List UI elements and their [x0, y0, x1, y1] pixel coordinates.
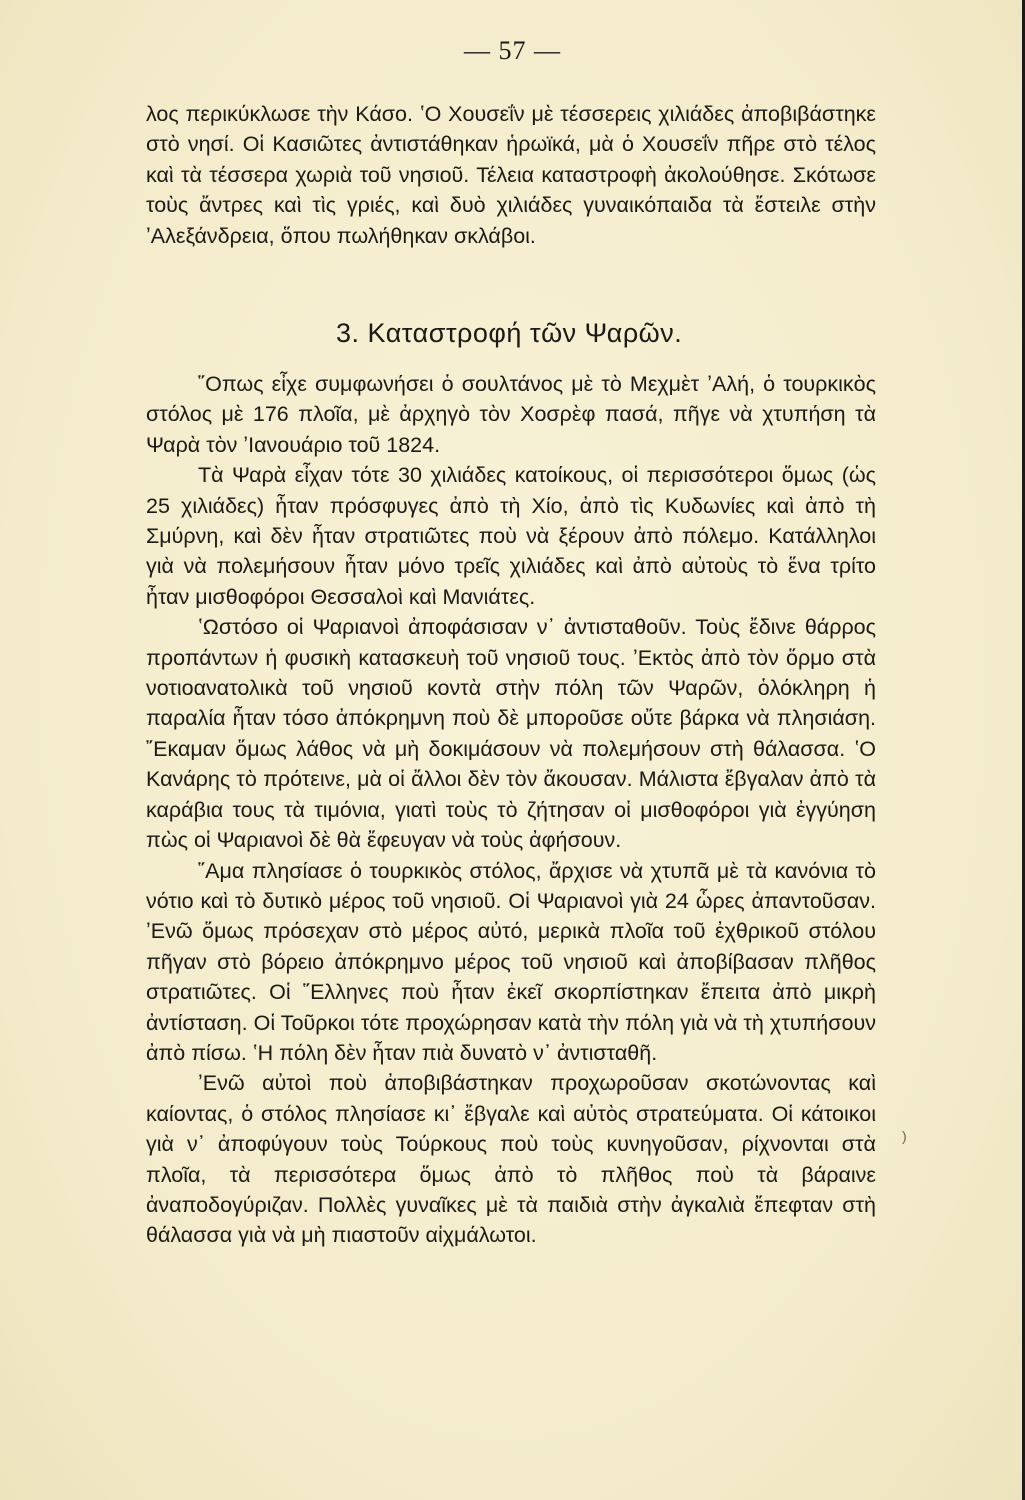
- section-heading: 3. Καταστροφή τῶν Ψαρῶν.: [336, 318, 683, 348]
- page-number: — 57 —: [464, 36, 561, 65]
- paragraph-3: Τὰ Ψαρὰ εἶχαν τότε 30 χιλιάδες κατοίκους, οἱ περισσότεροι ὅμως (ὡς 25 χιλιάδες) ἦταν πρόσφυγες ἀπὸ τὴ Χίο, ἀπὸ τὶς Κυδωνίες καὶ ἀπὸ τὴ Σμύρνη, καὶ δὲν ἦταν στρατιῶτες ποὺ νὰ ξέρουν ἀπὸ πόλεμο. Κατάλληλοι γιὰ νὰ πολεμήσουν ἦταν μόνο τρεῖς χιλιάδες καὶ ἀπὸ αὐτοὺς τὸ ἕνα τρίτο ἦταν μισθοφόροι Θεσσαλοὶ καὶ Μανιάτες.: [146, 463, 876, 609]
- paragraph-5: ῞Αμα πλησίασε ὁ τουρκικὸς στόλος, ἄρχισε νὰ χτυπᾶ μὲ τὰ κανόνια τὸ νότιο καὶ τὸ δυτικὸ μέρος τοῦ νησιοῦ. Οἱ Ψαριανοὶ γιὰ 24 ὧρες ἀπαντοῦσαν. ʼΕνῶ ὅμως πρόσεχαν στὸ μέρος αὐτό, μερικὰ πλοῖα τοῦ ἐχθρικοῦ στόλου πῆγαν στὸ βόρειο ἀπόκρημνο μέρος τοῦ νησιοῦ καὶ ἀποβίβασαν πλῆθος στρατιῶτες. Οἱ ῞Ελληνες ποὺ ἦταν ἐκεῖ σκορπίστηκαν ἔπειτα ἀπὸ μικρὴ ἀντίσταση. Οἱ Τοῦρκοι τότε προχώρησαν κατὰ τὴν πόλη γιὰ νὰ τὴ χτυπήσουν ἀπὸ πίσω. ʽΗ πόλη δὲν ἦταν πιὰ δυνατὸ ν᾿ ἀντισταθῆ.: [146, 858, 876, 1065]
- margin-mark: ): [902, 1128, 907, 1144]
- paragraph-1: λος περικύκλωσε τὴν Κάσο. ʽΟ Χουσεΐν μὲ τέσσερεις χιλιάδες ἀποβιβάστηκε στὸ νησί. Οἱ Κασιῶτες ἀντιστάθηκαν ἡρωϊκά, μὰ ὁ Χουσεΐν πῆρε στὸ τέλος καὶ τὰ τέσσερα χωριὰ τοῦ νησιοῦ. Τέλεια καταστροφὴ ἀκολούθησε. Σκότωσε τοὺς ἄντρες καὶ τὶς γριές, καὶ δυὸ χιλιάδες γυναικόπαιδα τὰ ἔστειλε στὴν ʼΑλεξάνδρεια, ὅπου πωλήθηκαν σκλάβοι.: [146, 102, 876, 248]
- text-block-top: [146, 99, 876, 251]
- paragraph-4: ʽΩστόσο οἱ Ψαριανοὶ ἀποφάσισαν ν᾿ ἀντισταθοῦν. Τοὺς ἔδινε θάρρος προπάντων ἡ φυσικὴ κατασκευὴ τοῦ νησιοῦ τους. ʼΕκτὸς ἀπὸ τὸν ὅρμο στὰ νοτιοανατολικὰ τοῦ νησιοῦ κοντὰ στὴν πόλη τῶν Ψαρῶν, ὁλόκληρη ἡ παραλία ἦταν τόσο ἀπόκρημνη ποὺ δὲ μποροῦσε οὔτε βάρκα νὰ πλησιάση. ῎Εκαμαν ὅμως λάθος νὰ μὴ δοκιμάσουν νὰ πολεμήσουν στὴ θάλασσα. ʽΟ Κανάρης τὸ πρότεινε, μὰ οἱ ἄλλοι δὲν τὸν ἄκουσαν. Μάλιστα ἔβγαλαν ἀπὸ τὰ καράβια τους τὰ τιμόνια, γιατὶ τοὺς τὸ ζήτησαν οἱ μισθοφόροι γιὰ ἐγγύηση πὼς οἱ Ψαριανοὶ δὲ θὰ ἔφευγαν νὰ τοὺς ἀφήσουν.: [146, 615, 876, 853]
- text-block-main: [146, 369, 876, 1251]
- paragraph-6: ʼΕνῶ αὐτοὶ ποὺ ἀποβιβάστηκαν προχωροῦσαν σκοτώνοντας καὶ καίοντας, ὁ στόλος πλησίασε κι᾿ ἔβγαλε καὶ αὐτὸς στρατεύματα. Οἱ κάτοικοι γιὰ ν᾿ ἀποφύγουν τοὺς Τούρκους ποὺ τοὺς κυνηγοῦσαν, ρίχνονται στὰ πλοῖα, τὰ περισσότερα ὅμως ἀπὸ τὸ πλῆθος ποὺ τὰ βάραινε ἀναποδογύριζαν. Πολλὲς γυναῖκες μὲ τὰ παιδιὰ στὴν ἀγκαλιὰ ἔπεφταν στὴ θάλασσα γιὰ νὰ μὴ πιαστοῦν αἰχμάλωτοι.: [146, 1071, 876, 1248]
- paragraph-2: ῞Οπως εἶχε συμφωνήσει ὁ σουλτάνος μὲ τὸ Μεχμὲτ ʼΑλή, ὁ τουρκικὸς στόλος μὲ 176 πλοῖα, μὲ ἀρχηγὸ τὸν Χοσρὲφ πασά, πῆγε νὰ χτυπήση τὰ Ψαρὰ τὸν ʼΙανουάριο τοῦ 1824.: [146, 372, 876, 457]
